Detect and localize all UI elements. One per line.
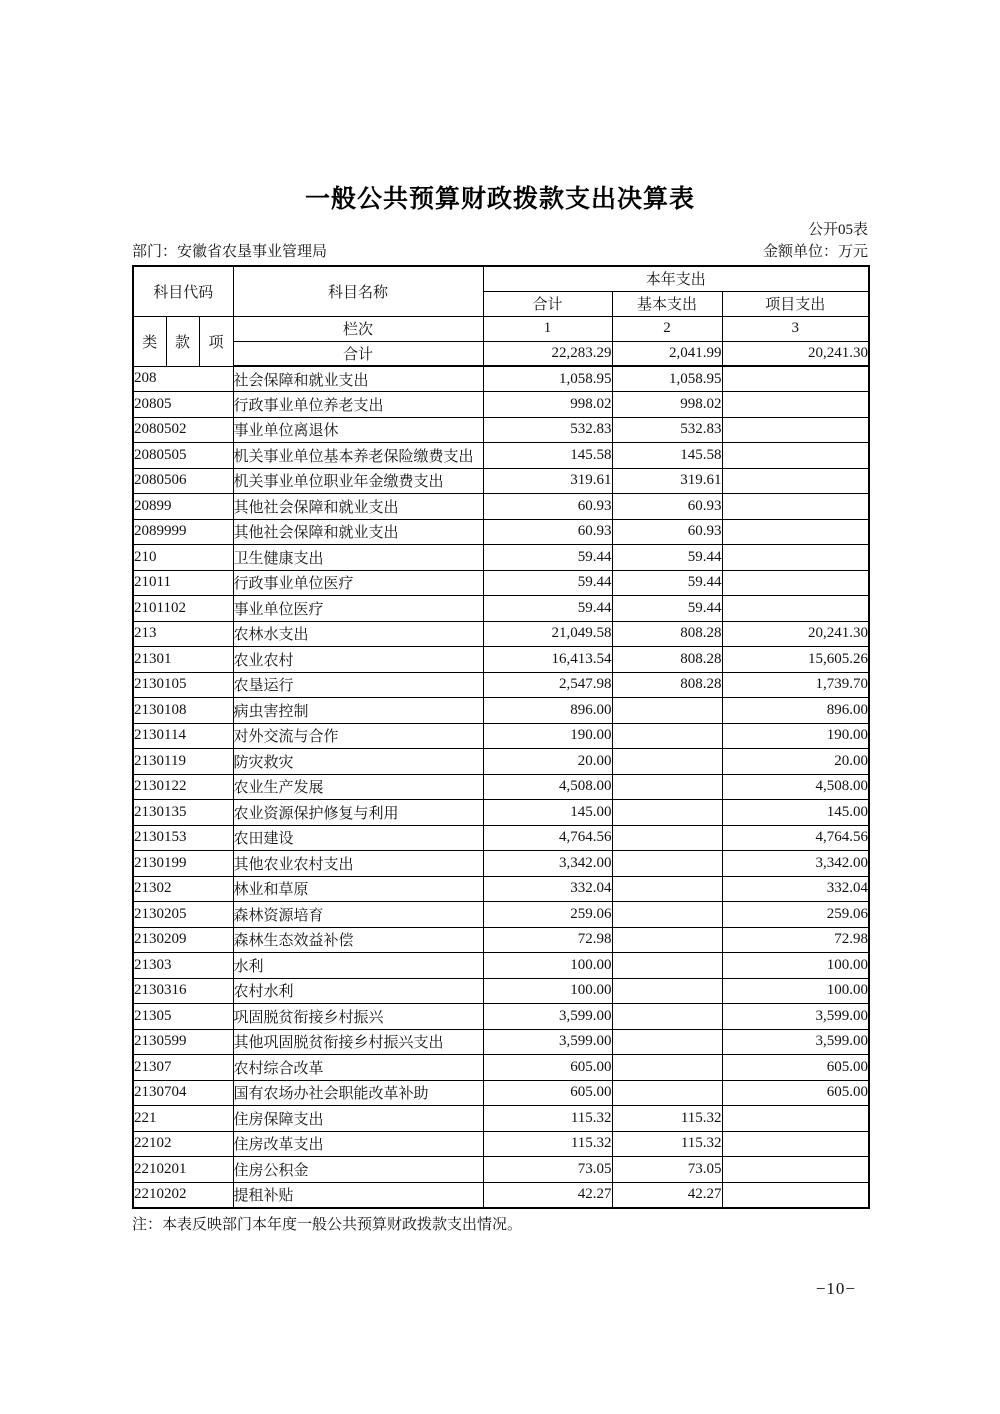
row-project-value — [722, 366, 869, 392]
table-row — [133, 1106, 869, 1132]
row-project-value: 3,599.00 — [722, 1004, 869, 1030]
row-subject-name: 卫生健康支出 — [233, 545, 483, 571]
row-subject-name: 机关事业单位基本养老保险缴费支出 — [233, 443, 483, 469]
table-row — [133, 366, 869, 392]
header-project: 项目支出 — [722, 291, 869, 316]
table-row — [133, 672, 869, 698]
row-basic-value — [612, 1055, 722, 1081]
row-subject-name: 提租补贴 — [233, 1182, 483, 1208]
row-total-value: 115.32 — [483, 1106, 612, 1132]
row-subject-code: 2130209 — [133, 927, 233, 953]
row-total-value: 115.32 — [483, 1131, 612, 1157]
row-subject-code: 210 — [133, 545, 233, 571]
row-subject-name: 农林水支出 — [233, 621, 483, 647]
row-project-value: 1,739.70 — [722, 672, 869, 698]
table-row — [133, 800, 869, 826]
row-subject-code: 20899 — [133, 494, 233, 520]
row-subject-name: 住房公积金 — [233, 1157, 483, 1183]
table-row — [133, 1157, 869, 1183]
row-basic-value — [612, 1080, 722, 1106]
row-project-value: 4,508.00 — [722, 774, 869, 800]
row-total-value: 100.00 — [483, 978, 612, 1004]
page-title: 一般公共预算财政拨款支出决算表 — [304, 185, 695, 213]
row-project-value — [722, 392, 869, 418]
row-subject-name: 农村水利 — [233, 978, 483, 1004]
table-row — [133, 392, 869, 418]
table-header — [133, 266, 869, 366]
row-subject-code: 2130122 — [133, 774, 233, 800]
grand-total-row — [133, 341, 869, 366]
row-subject-name: 其他农业农村支出 — [233, 851, 483, 877]
header-total: 合计 — [483, 291, 612, 316]
row-subject-name: 农业农村 — [233, 647, 483, 673]
header-item: 项 — [199, 316, 233, 366]
table-row — [133, 876, 869, 902]
row-project-value — [722, 519, 869, 545]
row-subject-name: 事业单位离退休 — [233, 417, 483, 443]
row-basic-value — [612, 800, 722, 826]
table-code-label: 公开05表 — [807, 222, 868, 238]
row-project-value: 20.00 — [722, 749, 869, 775]
row-total-value: 3,599.00 — [483, 1004, 612, 1030]
row-project-value: 190.00 — [722, 723, 869, 749]
row-project-value — [722, 1157, 869, 1183]
row-project-value — [722, 494, 869, 520]
page-number: −10− — [815, 1278, 856, 1298]
row-subject-code: 2130119 — [133, 749, 233, 775]
row-subject-code: 2130153 — [133, 825, 233, 851]
row-total-value: 190.00 — [483, 723, 612, 749]
row-subject-code: 22102 — [133, 1131, 233, 1157]
row-subject-name: 病虫害控制 — [233, 698, 483, 724]
header-class: 类 — [133, 316, 166, 366]
table-row — [133, 417, 869, 443]
row-project-value — [722, 1182, 869, 1208]
row-subject-name: 住房改革支出 — [233, 1131, 483, 1157]
row-total-value: 59.44 — [483, 570, 612, 596]
row-basic-value — [612, 698, 722, 724]
row-subject-code: 2080506 — [133, 468, 233, 494]
row-basic-value: 808.28 — [612, 621, 722, 647]
row-subject-code: 2130114 — [133, 723, 233, 749]
row-total-value: 332.04 — [483, 876, 612, 902]
row-subject-name: 农业生产发展 — [233, 774, 483, 800]
row-basic-value: 115.32 — [612, 1106, 722, 1132]
table-row — [133, 1029, 869, 1055]
row-basic-value: 59.44 — [612, 570, 722, 596]
row-basic-value — [612, 1004, 722, 1030]
grand-total-label: 合计 — [233, 341, 483, 366]
table-row — [133, 902, 869, 928]
table-row — [133, 953, 869, 979]
row-project-value — [722, 1106, 869, 1132]
row-basic-value: 532.83 — [612, 417, 722, 443]
row-basic-value: 59.44 — [612, 596, 722, 622]
header-subject-name: 科目名称 — [233, 266, 483, 316]
row-subject-name: 巩固脱贫衔接乡村振兴 — [233, 1004, 483, 1030]
row-subject-code: 213 — [133, 621, 233, 647]
row-basic-value — [612, 749, 722, 775]
row-project-value — [722, 468, 869, 494]
row-project-value: 4,764.56 — [722, 825, 869, 851]
row-project-value: 100.00 — [722, 953, 869, 979]
row-subject-code: 2210201 — [133, 1157, 233, 1183]
row-subject-code: 20805 — [133, 392, 233, 418]
row-basic-value — [612, 723, 722, 749]
row-project-value: 72.98 — [722, 927, 869, 953]
row-subject-code: 2130205 — [133, 902, 233, 928]
row-subject-code: 2130108 — [133, 698, 233, 724]
grand-total-project: 20,241.30 — [722, 341, 869, 366]
row-subject-name: 其他社会保障和就业支出 — [233, 494, 483, 520]
row-total-value: 2,547.98 — [483, 672, 612, 698]
table-row — [133, 927, 869, 953]
department-label: 部门：安徽省农垦事业管理局 — [132, 244, 328, 260]
table-row — [133, 825, 869, 851]
row-subject-code: 21307 — [133, 1055, 233, 1081]
row-basic-value — [612, 1029, 722, 1055]
row-total-value: 998.02 — [483, 392, 612, 418]
row-subject-name: 国有农场办社会职能改革补助 — [233, 1080, 483, 1106]
document-sheet — [132, 0, 868, 1299]
row-basic-value: 808.28 — [612, 647, 722, 673]
header-row-3 — [133, 316, 869, 341]
row-total-value: 100.00 — [483, 953, 612, 979]
row-subject-code: 2080502 — [133, 417, 233, 443]
row-total-value: 532.83 — [483, 417, 612, 443]
row-total-value: 20.00 — [483, 749, 612, 775]
row-subject-code: 208 — [133, 366, 233, 392]
row-project-value — [722, 1131, 869, 1157]
row-basic-value: 808.28 — [612, 672, 722, 698]
row-project-value: 3,599.00 — [722, 1029, 869, 1055]
row-total-value: 3,599.00 — [483, 1029, 612, 1055]
row-subject-code: 2080505 — [133, 443, 233, 469]
row-subject-code: 221 — [133, 1106, 233, 1132]
row-subject-code: 21301 — [133, 647, 233, 673]
row-subject-name: 水利 — [233, 953, 483, 979]
table-note: 注：本表反映部门本年度一般公共预算财政拨款支出情况。 — [132, 1216, 523, 1233]
table-row — [133, 851, 869, 877]
row-basic-value — [612, 825, 722, 851]
row-subject-name: 对外交流与合作 — [233, 723, 483, 749]
table-body — [133, 366, 869, 1208]
row-basic-value: 319.61 — [612, 468, 722, 494]
table-row — [133, 596, 869, 622]
row-basic-value — [612, 774, 722, 800]
header-col-2: 2 — [612, 316, 722, 341]
row-subject-name: 其他社会保障和就业支出 — [233, 519, 483, 545]
row-basic-value — [612, 953, 722, 979]
table-row — [133, 545, 869, 571]
row-subject-name: 农田建设 — [233, 825, 483, 851]
row-subject-code: 21011 — [133, 570, 233, 596]
row-total-value: 60.93 — [483, 494, 612, 520]
table-row — [133, 749, 869, 775]
table-row — [133, 621, 869, 647]
row-total-value: 59.44 — [483, 545, 612, 571]
grand-total-basic: 2,041.99 — [612, 341, 722, 366]
row-subject-code: 2210202 — [133, 1182, 233, 1208]
row-basic-value: 1,058.95 — [612, 366, 722, 392]
table-row — [133, 723, 869, 749]
unit-label: 金额单位：万元 — [762, 244, 868, 260]
table-row — [133, 1004, 869, 1030]
header-row-1 — [133, 266, 869, 291]
row-subject-name: 机关事业单位职业年金缴费支出 — [233, 468, 483, 494]
table-row — [133, 1080, 869, 1106]
row-total-value: 4,764.56 — [483, 825, 612, 851]
row-basic-value — [612, 876, 722, 902]
header-basic: 基本支出 — [612, 291, 722, 316]
row-subject-code: 2130105 — [133, 672, 233, 698]
row-total-value: 60.93 — [483, 519, 612, 545]
row-subject-code: 2130135 — [133, 800, 233, 826]
header-current-year: 本年支出 — [483, 266, 869, 291]
row-project-value — [722, 570, 869, 596]
row-subject-code: 21302 — [133, 876, 233, 902]
row-basic-value — [612, 978, 722, 1004]
row-total-value: 4,508.00 — [483, 774, 612, 800]
row-subject-name: 农村综合改革 — [233, 1055, 483, 1081]
row-total-value: 59.44 — [483, 596, 612, 622]
row-project-value: 15,605.26 — [722, 647, 869, 673]
row-total-value: 72.98 — [483, 927, 612, 953]
row-subject-code: 21303 — [133, 953, 233, 979]
row-project-value: 100.00 — [722, 978, 869, 1004]
row-project-value — [722, 443, 869, 469]
header-subject-code: 科目代码 — [133, 266, 233, 316]
row-subject-code: 2130316 — [133, 978, 233, 1004]
row-project-value — [722, 596, 869, 622]
table-row — [133, 1182, 869, 1208]
row-project-value: 259.06 — [722, 902, 869, 928]
row-subject-code: 2101102 — [133, 596, 233, 622]
row-subject-code: 2130704 — [133, 1080, 233, 1106]
row-basic-value: 73.05 — [612, 1157, 722, 1183]
row-project-value — [722, 545, 869, 571]
row-subject-name: 防灾救灾 — [233, 749, 483, 775]
row-subject-name: 事业单位医疗 — [233, 596, 483, 622]
table-row — [133, 1055, 869, 1081]
grand-total-total: 22,283.29 — [483, 341, 612, 366]
header-col-3: 3 — [722, 316, 869, 341]
row-basic-value — [612, 851, 722, 877]
row-basic-value: 145.58 — [612, 443, 722, 469]
row-subject-name: 林业和草原 — [233, 876, 483, 902]
row-basic-value — [612, 902, 722, 928]
row-project-value — [722, 417, 869, 443]
meta-row — [132, 242, 868, 262]
table-row — [133, 570, 869, 596]
table-row — [133, 443, 869, 469]
table-row — [133, 698, 869, 724]
row-basic-value: 115.32 — [612, 1131, 722, 1157]
row-subject-name: 森林资源培育 — [233, 902, 483, 928]
row-basic-value: 998.02 — [612, 392, 722, 418]
row-subject-code: 2089999 — [133, 519, 233, 545]
row-total-value: 42.27 — [483, 1182, 612, 1208]
row-total-value: 73.05 — [483, 1157, 612, 1183]
row-subject-name: 行政事业单位医疗 — [233, 570, 483, 596]
row-total-value: 896.00 — [483, 698, 612, 724]
row-basic-value: 59.44 — [612, 545, 722, 571]
row-subject-code: 2130599 — [133, 1029, 233, 1055]
table-row — [133, 774, 869, 800]
row-subject-code: 2130199 — [133, 851, 233, 877]
header-column-index-label: 栏次 — [233, 316, 483, 341]
header-section: 款 — [166, 316, 199, 366]
header-col-1: 1 — [483, 316, 612, 341]
row-subject-name: 森林生态效益补偿 — [233, 927, 483, 953]
row-total-value: 605.00 — [483, 1080, 612, 1106]
row-subject-code: 21305 — [133, 1004, 233, 1030]
table-row — [133, 647, 869, 673]
row-subject-name: 住房保障支出 — [233, 1106, 483, 1132]
row-project-value: 332.04 — [722, 876, 869, 902]
row-total-value: 21,049.58 — [483, 621, 612, 647]
row-total-value: 16,413.54 — [483, 647, 612, 673]
row-total-value: 145.58 — [483, 443, 612, 469]
table-row — [133, 494, 869, 520]
row-total-value: 259.06 — [483, 902, 612, 928]
row-total-value: 3,342.00 — [483, 851, 612, 877]
row-subject-name: 农业资源保护修复与利用 — [233, 800, 483, 826]
row-total-value: 145.00 — [483, 800, 612, 826]
row-subject-name: 农垦运行 — [233, 672, 483, 698]
expenditure-table — [132, 265, 870, 1209]
row-basic-value — [612, 927, 722, 953]
row-basic-value: 60.93 — [612, 494, 722, 520]
row-project-value: 896.00 — [722, 698, 869, 724]
table-row — [133, 978, 869, 1004]
row-total-value: 605.00 — [483, 1055, 612, 1081]
row-subject-name: 其他巩固脱贫衔接乡村振兴支出 — [233, 1029, 483, 1055]
row-subject-name: 行政事业单位养老支出 — [233, 392, 483, 418]
row-basic-value: 42.27 — [612, 1182, 722, 1208]
table-row — [133, 519, 869, 545]
row-project-value: 20,241.30 — [722, 621, 869, 647]
row-total-value: 319.61 — [483, 468, 612, 494]
row-subject-name: 社会保障和就业支出 — [233, 366, 483, 392]
table-row — [133, 468, 869, 494]
table-row — [133, 1131, 869, 1157]
row-total-value: 1,058.95 — [483, 366, 612, 392]
row-basic-value: 60.93 — [612, 519, 722, 545]
row-project-value: 605.00 — [722, 1055, 869, 1081]
row-project-value: 605.00 — [722, 1080, 869, 1106]
row-project-value: 3,342.00 — [722, 851, 869, 877]
row-project-value: 145.00 — [722, 800, 869, 826]
